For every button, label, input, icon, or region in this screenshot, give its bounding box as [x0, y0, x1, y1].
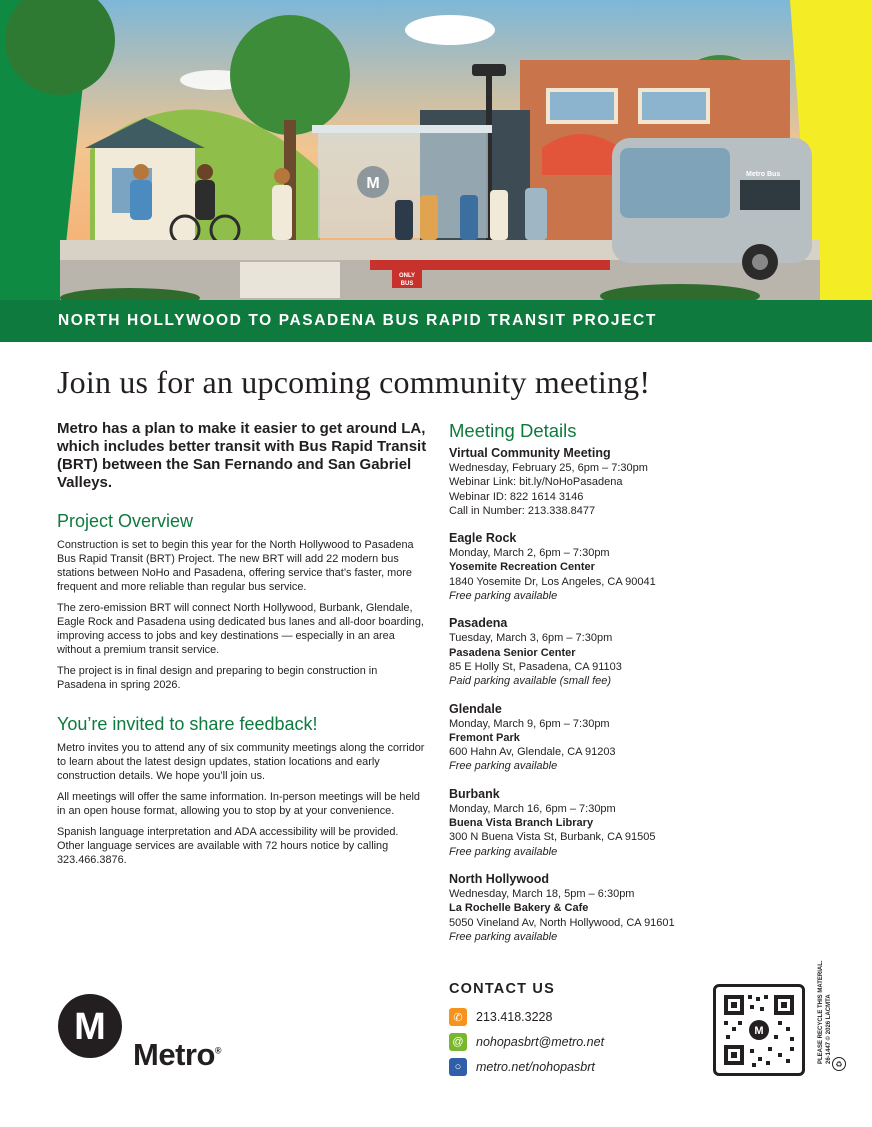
bus-hub: [752, 254, 768, 270]
feedback-paragraph: Spanish language interpretation and ADA accessibility will be provided. Other language services are available with 72 hours notice by calling 323.466.3876.: [57, 826, 399, 866]
meeting-parking: Paid parking available (small fee): [449, 675, 612, 688]
email-address[interactable]: nohopasbrt@metro.net: [476, 1035, 605, 1049]
bus-windshield: [620, 148, 730, 218]
banner-title: NORTH HOLLYWOOD TO PASADENA BUS RAPID TRANSIT PROJECT: [58, 312, 657, 329]
building-window: [640, 90, 708, 122]
rider: [395, 200, 413, 240]
website-url[interactable]: metro.net/nohopasbrt: [476, 1060, 595, 1074]
contact-heading: CONTACT US: [449, 981, 555, 997]
meeting-parking: Free parking available: [449, 930, 558, 943]
pedestrian-head: [133, 164, 149, 180]
intro-paragraph: Metro has a plan to make it easier to get around LA, which includes better transit with Bus Rapid Transit (BRT) between the San Fernando and San Gabriel Valleys.: [57, 420, 427, 491]
meeting-name: Eagle Rock: [449, 531, 517, 546]
call-in-number: Call in Number: 213.338.8477: [449, 504, 596, 517]
meeting-name: North Hollywood: [449, 871, 549, 886]
cyclist: [195, 180, 215, 220]
meeting-item: [449, 616, 829, 688]
pedestrian: [272, 185, 292, 240]
meeting-parking: Free parking available: [449, 845, 558, 858]
cyclist-head: [197, 164, 213, 180]
feedback-paragraph: All meetings will offer the same information. In-person meetings will be held in an open house format, allowing you to stop by at your convenience.: [57, 791, 420, 817]
tree: [230, 15, 350, 135]
lane-text-2: BUS: [400, 281, 414, 287]
phone-number[interactable]: 213.418.3228: [476, 1010, 553, 1024]
wordmark-text: Metro: [133, 1037, 215, 1072]
cloud: [405, 15, 495, 45]
registered-mark: ®: [214, 1045, 222, 1056]
bus-label: Metro Bus: [746, 171, 781, 178]
bus-window: [740, 180, 800, 210]
meeting-details: [449, 420, 829, 944]
meeting-item: [449, 872, 829, 944]
qr-center-letter: M: [754, 1025, 764, 1037]
meeting-parking: Free parking available: [449, 590, 558, 603]
meeting-venue: Yosemite Recreation Center: [449, 561, 595, 574]
lane-text-1: ONLY: [398, 273, 416, 279]
meeting-details-heading: Meeting Details: [449, 420, 577, 441]
overview-paragraph: Construction is set to begin this year for the North Hollywood to Pasadena Bus Rapid Transit (BRT) Project. The new BRT will add 22 modern bus stations between NoHo and Pasadena, offering service that’s faster, more frequent and more reliable than regular bus service.: [57, 539, 414, 593]
webinar-link[interactable]: Webinar Link: bit.ly/NoHoPasadena: [449, 476, 623, 489]
page-title: Join us for an upcoming community meeting!: [57, 364, 651, 400]
meeting-name: Burbank: [449, 786, 500, 801]
qr-code[interactable]: [713, 984, 805, 1076]
shelter-sign-letter: M: [366, 175, 380, 192]
recycle-note: PLEASE RECYCLE THIS MATERIAL.: [818, 960, 824, 1064]
pedestrian-head: [274, 168, 290, 184]
meeting-date: Wednesday, March 18, 5pm – 6:30pm: [449, 887, 635, 900]
globe-icon: ○: [449, 1058, 467, 1076]
overview-paragraph: The project is in final design and preparing to begin construction in Pasadena in spring 2026.: [57, 665, 378, 691]
rider: [525, 188, 547, 240]
street-scene-svg: [0, 0, 872, 300]
meeting-address: 85 E Holly St, Pasadena, CA 91103: [449, 660, 622, 673]
meeting-parking: Free parking available: [449, 760, 558, 773]
overview-paragraph: The zero-emission BRT will connect North Hollywood, Burbank, Glendale, Eagle Rock and Pasadena using dedicated bus lanes and all-door boarding, improving access to jobs and key destinations — especially in an area without a premium transit service.: [57, 602, 424, 656]
contact-web[interactable]: [449, 1058, 595, 1076]
meeting-address: 300 N Buena Vista St, Burbank, CA 91505: [449, 831, 656, 844]
meeting-address: 1840 Yosemite Dr, Los Angeles, CA 90041: [449, 575, 656, 588]
meeting-name: Glendale: [449, 701, 502, 716]
meeting-date: Monday, March 9, 6pm – 7:30pm: [449, 717, 610, 730]
meeting-name: Pasadena: [449, 616, 508, 631]
left-column: [57, 420, 427, 867]
print-note: [818, 944, 833, 1064]
meeting-venue: Fremont Park: [449, 731, 520, 744]
meeting-date: Monday, March 2, 6pm – 7:30pm: [449, 547, 610, 560]
rider: [460, 195, 478, 240]
email-icon: @: [449, 1033, 467, 1051]
recycle-icon: ♻: [832, 1057, 846, 1071]
contact-email[interactable]: [449, 1033, 604, 1051]
overview-heading: Project Overview: [57, 511, 194, 531]
feedback-heading: You’re invited to share feedback!: [57, 714, 318, 734]
meeting-venue: Buena Vista Branch Library: [449, 817, 594, 830]
meeting-address: 600 Hahn Av, Glendale, CA 91203: [449, 746, 616, 759]
phone-icon: ✆: [449, 1008, 467, 1026]
metro-logo-mark: [57, 993, 123, 1059]
meeting-item: [449, 702, 829, 774]
metro-wordmark: [133, 1037, 221, 1073]
project-banner: [0, 300, 872, 342]
webinar-id: Webinar ID: 822 1614 3146: [449, 490, 584, 503]
meeting-venue: La Rochelle Bakery & Cafe: [449, 902, 589, 915]
meeting-item: [449, 531, 829, 603]
shelter-roof: [312, 125, 492, 133]
copyright-note: 26-1447 © 2026 LACMTA: [825, 994, 832, 1064]
contact-phone[interactable]: [449, 1008, 552, 1026]
meeting-date: Tuesday, March 3, 6pm – 7:30pm: [449, 632, 613, 645]
meeting-address: 5050 Vineland Av, North Hollywood, CA 91601: [449, 916, 675, 929]
meeting-date: Monday, March 16, 6pm – 7:30pm: [449, 802, 616, 815]
hero-illustration: [0, 0, 872, 300]
feedback-paragraph: Metro invites you to attend any of six community meetings along the corridor to learn about the latest design updates, station locations and early construction details. We hope you’ll join us.: [57, 742, 425, 782]
meeting-venue: Pasadena Senior Center: [449, 646, 576, 659]
qr-pattern: [716, 987, 802, 1073]
meeting-date: Wednesday, February 25, 6pm – 7:30pm: [449, 462, 648, 474]
pedestrian: [130, 180, 152, 220]
lamp-head: [472, 64, 506, 76]
meeting-item: [449, 787, 829, 859]
crosswalk: [240, 262, 340, 298]
meeting-name: Virtual Community Meeting: [449, 446, 611, 460]
building-window: [548, 90, 616, 122]
logo-letter: M: [74, 1006, 106, 1048]
rider: [420, 195, 438, 240]
virtual-meeting: [449, 446, 829, 518]
rider: [490, 190, 508, 240]
